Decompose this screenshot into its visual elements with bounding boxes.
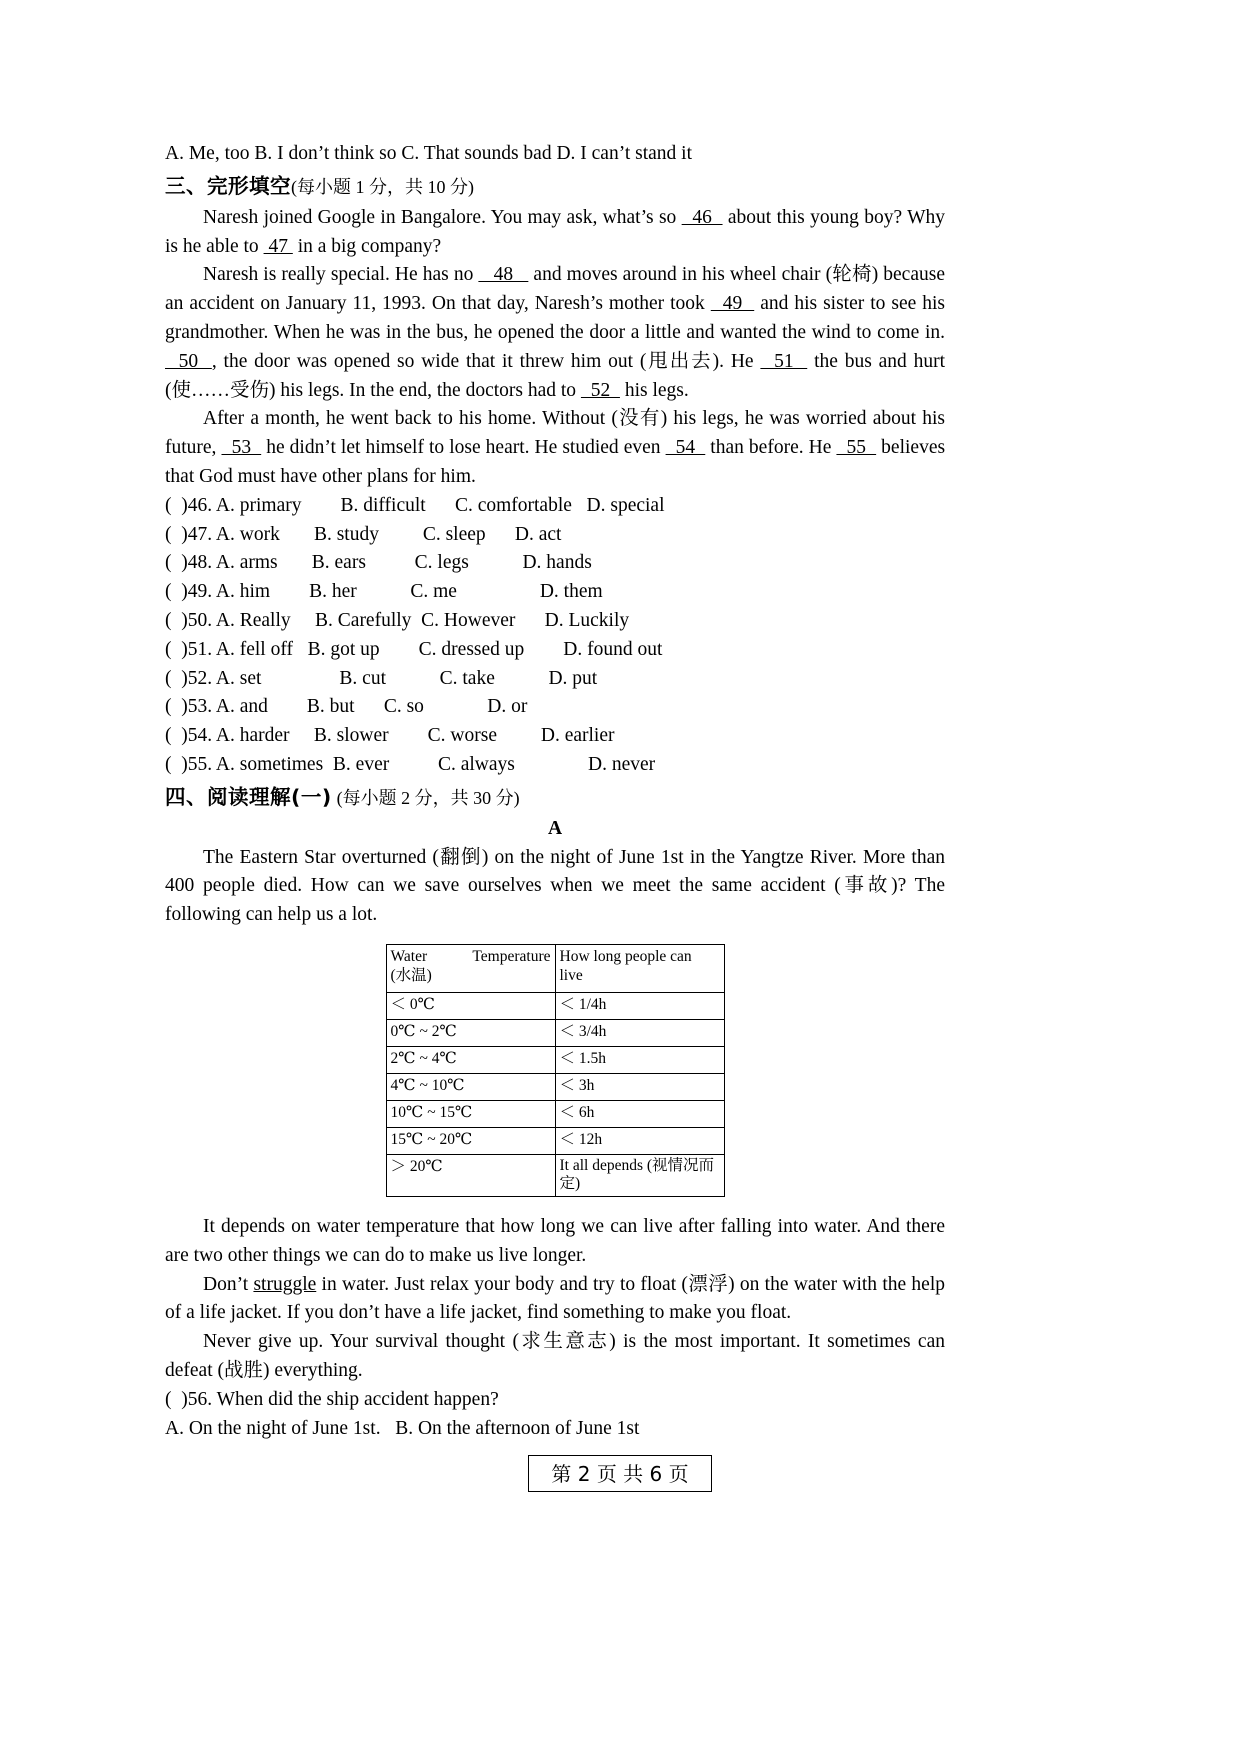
cloze-blank-2-4[interactable]: 49 bbox=[710, 293, 755, 315]
cloze-blank-1-4[interactable]: 47 bbox=[263, 235, 293, 257]
table-row bbox=[386, 1073, 724, 1100]
cell-temperature-6: 15℃ ~ 20℃ bbox=[386, 1127, 555, 1154]
struggle-keyword: struggle bbox=[253, 1273, 317, 1295]
cloze-text-2-7: , the door was opened so wide that it threw him out (甩出去). He bbox=[211, 350, 761, 372]
table-header-row bbox=[386, 944, 724, 992]
table-body bbox=[386, 992, 724, 1196]
question-row-52[interactable]: ( )52. A. set B. cut C. take D. put bbox=[165, 667, 598, 689]
cloze-text-2-5: and his sister to see his grandmother. When he was in the bus, he opened the door a little and wanted the wind to come in. bbox=[165, 293, 946, 343]
cloze-blank-3-6[interactable]: 55 bbox=[836, 437, 877, 459]
cloze-text-3-5: than before. He bbox=[705, 437, 837, 459]
page-footer bbox=[0, 1455, 1240, 1492]
header-word-temperature: Temperature bbox=[472, 947, 551, 965]
header-how-long-live bbox=[555, 944, 724, 992]
cell-survival-time-6: ＜ 12h bbox=[555, 1127, 724, 1154]
cell-survival-time-2: ＜ 3/4h bbox=[555, 1019, 724, 1046]
previous-question-options: A. Me, too B. I don’t think so C. That sounds bad D. I can’t stand it bbox=[165, 143, 693, 164]
cloze-paragraph-2 bbox=[165, 261, 945, 405]
cloze-text-1-1: Naresh joined Google in Bangalore. You may ask, what’s so bbox=[203, 206, 682, 228]
table-row bbox=[386, 1046, 724, 1073]
table-row bbox=[386, 1127, 724, 1154]
cell-temperature-5: 10℃ ~ 15℃ bbox=[386, 1100, 555, 1127]
header-how-long-line1: How long people can bbox=[559, 947, 692, 965]
cloze-text-1-5: in a big company? bbox=[292, 235, 442, 257]
page-number-label: 第 2 页 共 6 页 bbox=[528, 1455, 711, 1492]
passage-label-a: A bbox=[547, 817, 563, 839]
cell-temperature-4: 4℃ ~ 10℃ bbox=[386, 1073, 555, 1100]
section-four-heading bbox=[165, 782, 945, 814]
cloze-blank-3-2[interactable]: 53 bbox=[221, 437, 262, 459]
cloze-blank-3-4[interactable]: 54 bbox=[665, 437, 706, 459]
question-row-53[interactable]: ( )53. A. and B. but C. so D. or bbox=[165, 696, 528, 718]
question-row-47[interactable]: ( )47. A. work B. study C. sleep D. act bbox=[165, 523, 562, 545]
question-row-56-options[interactable]: A. On the night of June 1st. B. On the afternoon of June 1st bbox=[165, 1417, 640, 1439]
table-row bbox=[386, 1154, 724, 1196]
cloze-blank-2-8[interactable]: 51 bbox=[760, 350, 808, 372]
cloze-text-3-3: he didn’t let himself to lose heart. He studied even bbox=[261, 437, 666, 459]
water-temperature-table-wrapper bbox=[165, 944, 945, 1197]
section-three-heading bbox=[165, 171, 945, 203]
cloze-text-3-1: After a month, he went back to his home. Without (没有) his legs, he was worried about his future, bbox=[165, 408, 945, 459]
water-temperature-table bbox=[386, 944, 725, 1197]
header-word-water: Water bbox=[390, 947, 428, 965]
cloze-blank-2-6[interactable]: 50 bbox=[165, 350, 212, 372]
question-row-46[interactable]: ( )46. A. primary B. difficult C. comfortable D. special bbox=[165, 494, 665, 516]
header-water-temperature-line1 bbox=[391, 947, 551, 966]
cloze-text-2-1: Naresh is really special. He has no bbox=[203, 264, 479, 286]
question-row-56[interactable]: ( )56. When did the ship accident happen? bbox=[165, 1388, 499, 1410]
section-three-title: 三、完形填空 bbox=[165, 173, 291, 198]
question-row-51[interactable]: ( )51. A. fell off B. got up C. dressed up D. found out bbox=[165, 638, 663, 660]
struggle-after-text: in water. Just relax your body and try to float (漂浮) on the water with the help of a life jacket. If you don’t have a life jacket, find something to make you float. bbox=[165, 1273, 945, 1324]
cloze-blank-1-2[interactable]: 46 bbox=[681, 206, 723, 228]
table-row bbox=[386, 1019, 724, 1046]
question-row-55[interactable]: ( )55. A. sometimes B. ever C. always D. never bbox=[165, 753, 656, 775]
cell-temperature-3: 2℃ ~ 4℃ bbox=[386, 1046, 555, 1073]
cloze-text-3-7: believes that God must have other plans for him. bbox=[165, 437, 946, 487]
passage-a-intro: The Eastern Star overturned (翻倒) on the night of June 1st in the Yangtze River. More than 400 people died. How can we save ourselves when we meet the same accident (事故)? The following can help us a lot. bbox=[165, 846, 945, 926]
cell-temperature-2: 0℃ ~ 2℃ bbox=[386, 1019, 555, 1046]
header-how-long-line2: live bbox=[559, 966, 583, 984]
question-row-49[interactable]: ( )49. A. him B. her C. me D. them bbox=[165, 581, 603, 603]
cloze-text-2-9: the bus and hurt (使……受伤) his legs. In the end, the doctors had to bbox=[165, 350, 946, 401]
table-row bbox=[386, 992, 724, 1019]
cell-survival-time-1: ＜ 1/4h bbox=[555, 992, 724, 1019]
section-four-title: 四、阅读理解(一) bbox=[165, 784, 332, 809]
exam-page-content bbox=[165, 140, 945, 1443]
section-three-score: (每小题 1 分，共 10 分) bbox=[291, 176, 474, 197]
cloze-text-2-11: his legs. bbox=[619, 379, 689, 401]
cloze-text-2-3: and moves around in his wheel chair (轮椅) because an accident on January 11, 1993. On that day, Naresh’s mother took bbox=[165, 264, 945, 315]
cell-survival-time-3: ＜ 1.5h bbox=[555, 1046, 724, 1073]
cloze-blank-2-10[interactable]: 52 bbox=[580, 379, 620, 401]
header-water-temperature bbox=[386, 944, 555, 992]
passage-a-paragraph-1: It depends on water temperature that how long we can live after falling into water. And there are two other things we can do to make us live longer. bbox=[165, 1215, 945, 1266]
cell-survival-time-5: ＜ 6h bbox=[555, 1100, 724, 1127]
cell-temperature-7: ＞ 20℃ bbox=[386, 1154, 555, 1196]
cloze-blank-2-2[interactable]: 48 bbox=[478, 264, 529, 286]
passage-a-paragraph-2: Never give up. Your survival thought (求生意志) is the most important. It sometimes can defeat (战胜) everything. bbox=[165, 1331, 945, 1381]
table-row bbox=[386, 1100, 724, 1127]
table-head bbox=[386, 944, 724, 992]
cloze-text-1-3: about this young boy? Why is he able to bbox=[165, 206, 945, 257]
question-row-48[interactable]: ( )48. A. arms B. ears C. legs D. hands bbox=[165, 552, 592, 574]
cloze-paragraph-1 bbox=[165, 204, 945, 262]
cloze-paragraph-3 bbox=[165, 405, 945, 491]
cell-survival-time-4: ＜ 3h bbox=[555, 1073, 724, 1100]
struggle-before-text: Don’t bbox=[203, 1273, 254, 1295]
cell-temperature-1: ＜ 0℃ bbox=[386, 992, 555, 1019]
passage-a-paragraph-struggle bbox=[165, 1271, 945, 1329]
question-row-50[interactable]: ( )50. A. Really B. Carefully C. However D. Luckily bbox=[165, 609, 630, 631]
cell-survival-time-7: It all depends (视情况而定) bbox=[555, 1154, 724, 1196]
header-water-temperature-cn: (水温) bbox=[390, 966, 432, 984]
section-four-score: (每小题 2 分，共 30 分) bbox=[336, 787, 520, 808]
question-row-54[interactable]: ( )54. A. harder B. slower C. worse D. earlier bbox=[165, 725, 615, 747]
